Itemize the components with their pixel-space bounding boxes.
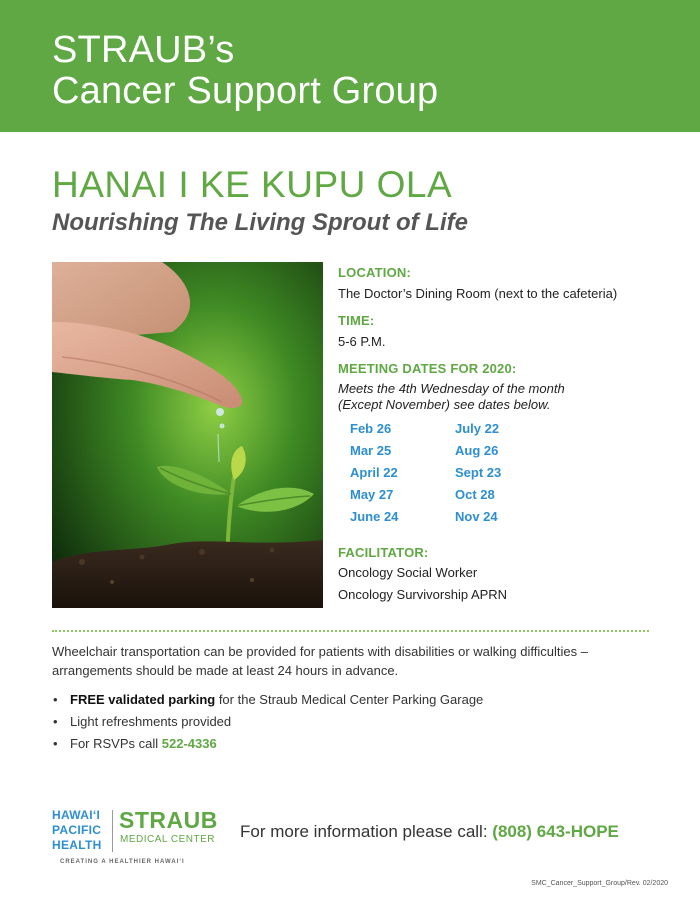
date-item: Mar 25	[350, 443, 392, 458]
wheelchair-line2: arrangements should be made at least 24 hours in advance.	[52, 663, 399, 678]
straub-wordmark: STRAUB	[119, 807, 218, 833]
header-banner	[0, 0, 700, 132]
location-value: The Doctor’s Dining Room (next to the cafeteria)	[338, 286, 618, 301]
list-item	[52, 711, 483, 733]
meeting-note-line1: Meets the 4th Wednesday of the month	[338, 381, 565, 396]
dotted-divider	[52, 630, 649, 632]
document-code: SMC_Cancer_Support_Group/Rev. 02/2020	[531, 880, 668, 887]
rsvp-text: For RSVPs call	[70, 736, 162, 751]
banner-title-line1: STRAUB’s	[52, 29, 235, 71]
contact-line	[240, 822, 619, 842]
date-item: Aug 26	[455, 443, 499, 458]
rsvp-phone: 522-4336	[161, 736, 217, 751]
medical-center-wordmark: MEDICAL CENTER	[120, 834, 215, 845]
refreshments-text: Light refreshments provided	[70, 714, 232, 729]
hph-line3: HEALTH	[52, 838, 102, 852]
subheadline: Nourishing The Living Sprout of Life	[52, 209, 468, 236]
hph-line2: PACIFIC	[52, 823, 102, 837]
facilitator-line1: Oncology Social Worker	[338, 565, 478, 580]
meeting-note-line2: (Except November) see dates below.	[338, 397, 551, 412]
hand-watering-sprout-photo	[52, 262, 323, 608]
logo-tagline: CREATING A HEALTHIER HAWAI‘I	[60, 859, 185, 865]
date-item: Oct 28	[455, 487, 495, 502]
parking-bold: FREE validated parking	[70, 692, 216, 707]
facilitator-line2: Oncology Survivorship APRN	[338, 587, 508, 602]
amenities-list	[52, 689, 483, 755]
location-label: LOCATION:	[338, 265, 412, 280]
facilitator-label: FACILITATOR:	[338, 545, 429, 560]
date-item: Sept 23	[455, 465, 502, 480]
bullet-icon: •	[53, 692, 58, 707]
time-label: TIME:	[338, 313, 375, 328]
date-item: June 24	[350, 509, 399, 524]
contact-text: For more information please call:	[240, 822, 493, 841]
banner-title-line2: Cancer Support Group	[52, 70, 439, 112]
hawaii-pacific-health-straub-logo	[52, 808, 222, 874]
dates-column-left	[350, 418, 398, 528]
contact-phone: (808) 643-HOPE	[492, 822, 619, 841]
meeting-dates-label: MEETING DATES FOR 2020:	[338, 361, 517, 376]
time-value: 5-6 P.M.	[338, 334, 386, 349]
date-item: Feb 26	[350, 421, 392, 436]
hph-wordmark	[52, 808, 102, 853]
dates-column-right	[455, 418, 501, 528]
wheelchair-notice	[52, 642, 652, 680]
parking-text: for the Straub Medical Center Parking Garage	[215, 692, 484, 707]
headline: HANAI I KE KUPU OLA	[52, 164, 453, 205]
date-item: April 22	[350, 465, 398, 480]
bullet-icon: •	[53, 714, 58, 729]
bullet-icon: •	[53, 736, 58, 751]
logo-divider	[112, 810, 113, 852]
hph-line1: HAWAI‘I	[52, 808, 101, 822]
wheelchair-line1: Wheelchair transportation can be provided for patients with disabilities or walking difficulties –	[52, 644, 588, 659]
list-item	[52, 689, 483, 711]
list-item	[52, 733, 483, 755]
date-item: Nov 24	[455, 509, 498, 524]
banner-title	[52, 30, 438, 112]
date-item: May 27	[350, 487, 394, 502]
date-item: July 22	[455, 421, 500, 436]
